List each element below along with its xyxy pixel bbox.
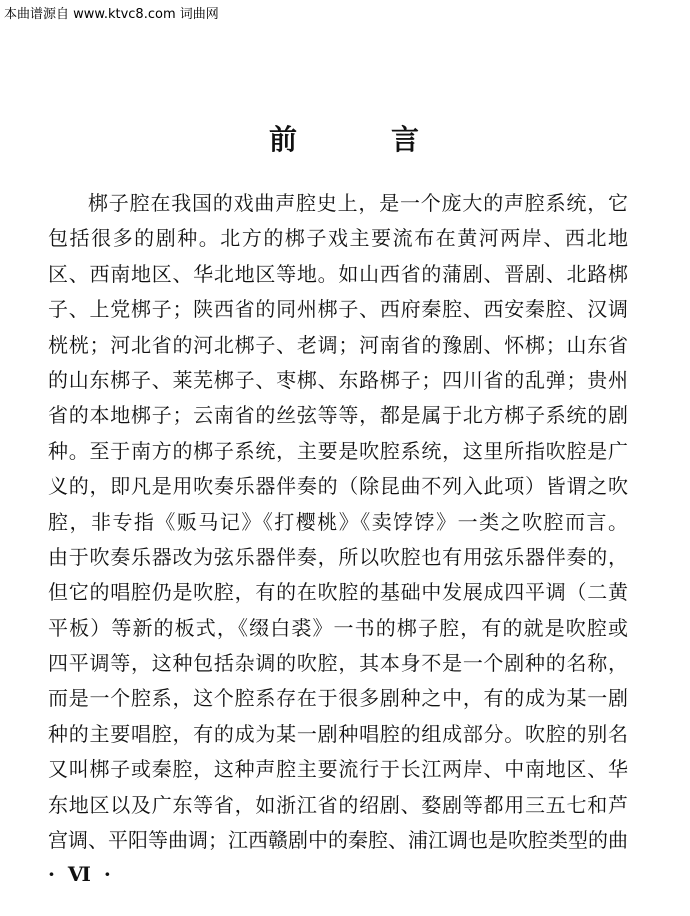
text-line: 由于吹奏乐器改为弦乐器伴奏，所以吹腔也有用弦乐器伴奏的， (48, 544, 628, 569)
text-line: 梆子腔在我国的戏曲声腔史上，是一个庞大的声腔系统，它 (88, 191, 628, 215)
text-line: 种的主要唱腔，有的成为某一剧种唱腔的组成部分。吹腔的别名 (48, 721, 628, 746)
text-line: 种。至于南方的梆子系统，主要是吹腔系统，这里所指吹腔是广 (48, 438, 628, 463)
title-char-1: 前 (268, 123, 299, 156)
page-title (0, 118, 690, 158)
text-line: 四平调等，这种包括杂调的吹腔，其本身不是一个剧种的名称， (48, 651, 628, 676)
text-line: 东地区以及广东等省，如浙江省的绍剧、婺剧等都用三五七和芦 (48, 792, 628, 817)
text-line: 义的，即凡是用吹奏乐器伴奏的（除昆曲不列入此项）皆谓之吹 (48, 474, 628, 499)
watermark-text: 本曲谱源自 www.ktvc8.com 词曲网 (4, 7, 219, 22)
text-line: 而是一个腔系，这个腔系存在于很多剧种之中，有的成为某一剧 (48, 686, 628, 711)
text-line: 又叫梆子或秦腔，这种声腔主要流行于长江两岸、中南地区、华 (48, 757, 628, 782)
text-line: 平板）等新的板式，《缀白裘》一书的梆子腔，有的就是吹腔或 (48, 615, 628, 640)
text-line: 区、西南地区、华北地区等地。如山西省的蒲剧、晋剧、北路梆 (48, 261, 628, 286)
text-line: 宫调、平阳等曲调；江西赣剧中的秦腔、浦江调也是吹腔类型的曲 (48, 828, 628, 853)
body-text (48, 186, 628, 858)
text-line: 的山东梆子、莱芜梆子、枣梆、东路梆子；四川省的乱弹；贵州 (48, 367, 628, 392)
text-line: 包括很多的剧种。北方的梆子戏主要流布在黄河两岸、西北地 (48, 226, 628, 251)
text-line: 子、上党梆子；陕西省的同州梆子、西府秦腔、西安秦腔、汉调 (48, 297, 628, 322)
text-line: 桄桄；河北省的河北梆子、老调；河南省的豫剧、怀梆；山东省 (48, 332, 628, 357)
page-number: · Ⅵ · (48, 862, 114, 886)
text-line: 省的本地梆子；云南省的丝弦等等，都是属于北方梆子系统的剧 (48, 403, 628, 428)
text-line: 但它的唱腔仍是吹腔，有的在吹腔的基础中发展成四平调（二黄 (48, 580, 628, 605)
title-char-2: 言 (391, 123, 422, 156)
text-line: 腔，非专指《贩马记》《打樱桃》《卖饽饽》一类之吹腔而言。 (48, 509, 628, 534)
